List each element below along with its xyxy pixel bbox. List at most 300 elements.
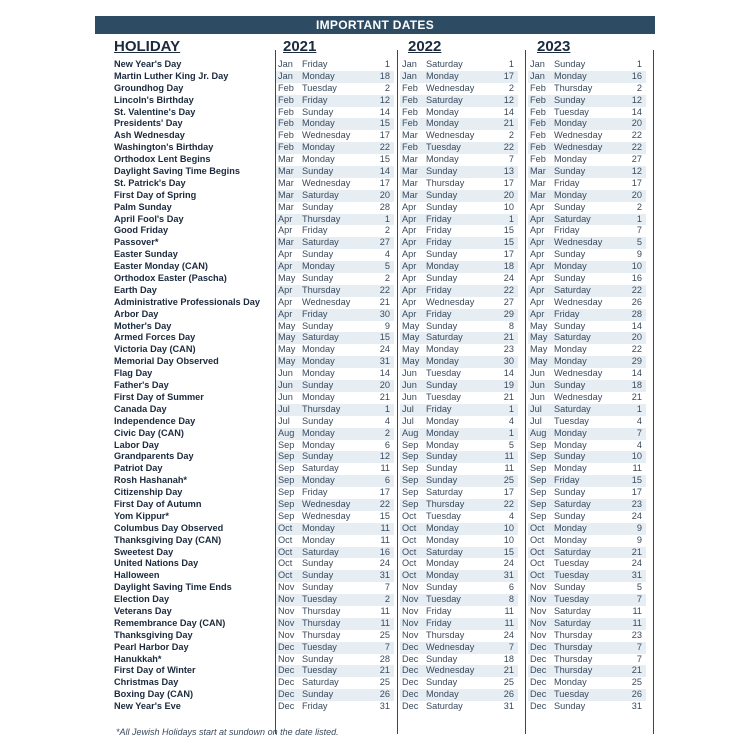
- year-2021-month: Jan: [278, 70, 293, 81]
- year-2023-month: Feb: [530, 130, 546, 141]
- year-2023-month: Sep: [530, 510, 547, 521]
- year-2022-month: Dec: [402, 689, 419, 700]
- year-2022-month: Oct: [402, 570, 417, 581]
- year-2023-weekday: Wednesday: [554, 368, 603, 379]
- year-2022-weekday: Sunday: [426, 273, 458, 284]
- holiday-name: Palm Sunday: [114, 201, 172, 212]
- year-2023-weekday: Sunday: [554, 701, 586, 712]
- year-2021-day-number: 18: [379, 70, 390, 81]
- holiday-name: Independence Day: [114, 415, 196, 426]
- year-2022-day-number: 25: [503, 677, 514, 688]
- year-2023-weekday: Tuesday: [554, 570, 589, 581]
- year-2022-month: Apr: [402, 284, 417, 295]
- year-2023-day-number: 4: [636, 415, 642, 426]
- year-2021-month: Sep: [278, 439, 295, 450]
- year-2021-month: Jun: [278, 380, 293, 391]
- year-2022-weekday: Tuesday: [426, 368, 461, 379]
- year-2021-day-number: 24: [379, 558, 390, 569]
- year-2022-day-number: 29: [503, 308, 514, 319]
- year-2021-weekday: Tuesday: [302, 665, 337, 676]
- year-2022-day-number: 18: [503, 261, 514, 272]
- year-2022-month: Apr: [402, 308, 417, 319]
- year-2023-month: Jun: [530, 368, 545, 379]
- year-2021-day-number: 15: [379, 332, 390, 343]
- footnote: *All Jewish Holidays start at sundown on the date listed.: [116, 727, 339, 737]
- header-2021: 2021: [283, 38, 317, 55]
- table-row: [95, 677, 655, 689]
- year-2023-month: Mar: [530, 189, 546, 200]
- year-2022-day-number: 31: [503, 701, 514, 712]
- year-2022-weekday: Thursday: [426, 498, 465, 509]
- year-2022-weekday: Tuesday: [426, 594, 461, 605]
- year-2023-day-number: 7: [636, 653, 642, 664]
- year-2022-month: Sep: [402, 463, 419, 474]
- year-2021-weekday: Monday: [302, 427, 335, 438]
- year-2021-weekday: Sunday: [302, 415, 334, 426]
- year-2022-weekday: Monday: [426, 70, 459, 81]
- year-2023-day-number: 9: [636, 522, 642, 533]
- year-2021-weekday: Thursday: [302, 403, 341, 414]
- year-2021-weekday: Tuesday: [302, 641, 337, 652]
- year-2021-day-number: 6: [384, 475, 390, 486]
- year-2023-day-number: 21: [631, 391, 642, 402]
- year-2023-weekday: Monday: [554, 534, 587, 545]
- holiday-name: First Day of Spring: [114, 189, 197, 200]
- year-2023-weekday: Monday: [554, 118, 587, 129]
- year-2021-month: Dec: [278, 641, 295, 652]
- year-2021-weekday: Wednesday: [302, 177, 351, 188]
- year-2022-weekday: Friday: [426, 213, 452, 224]
- year-2022-weekday: Sunday: [426, 166, 458, 177]
- table-row: [95, 107, 655, 119]
- table-row: [95, 332, 655, 344]
- year-2021-month: Feb: [278, 118, 294, 129]
- year-2023-day-number: 9: [636, 249, 642, 260]
- table-row: [95, 356, 655, 368]
- year-2022-month: Dec: [402, 641, 419, 652]
- year-2022-day-number: 11: [504, 605, 514, 616]
- year-2022-day-number: 13: [503, 166, 514, 177]
- year-2023-day-number: 28: [631, 308, 642, 319]
- year-2021-day-number: 17: [379, 487, 390, 498]
- year-2022-day-number: 14: [503, 106, 514, 117]
- year-2021-month: Dec: [278, 665, 295, 676]
- year-2022-weekday: Monday: [426, 558, 459, 569]
- year-2023-weekday: Sunday: [554, 582, 586, 593]
- year-2023-weekday: Tuesday: [554, 558, 589, 569]
- year-2022-month: Apr: [402, 201, 417, 212]
- year-2022-weekday: Friday: [426, 308, 452, 319]
- year-2023-month: Apr: [530, 201, 545, 212]
- year-2023-weekday: Sunday: [554, 320, 586, 331]
- year-2021-day-number: 26: [379, 689, 390, 700]
- year-2023-month: Nov: [530, 629, 547, 640]
- year-2023-weekday: Wednesday: [554, 391, 603, 402]
- year-2023-weekday: Saturday: [554, 284, 591, 295]
- table-row: [95, 511, 655, 523]
- year-2023-month: Jun: [530, 380, 545, 391]
- year-2023-weekday: Monday: [554, 356, 587, 367]
- year-2022-weekday: Friday: [426, 403, 452, 414]
- year-2023-day-number: 17: [631, 177, 642, 188]
- year-2021-day-number: 21: [379, 296, 390, 307]
- year-2021-month: May: [278, 356, 296, 367]
- year-2021-day-number: 24: [379, 344, 390, 355]
- year-2023-month: Nov: [530, 605, 547, 616]
- year-2021-day-number: 11: [380, 522, 390, 533]
- year-2023-month: Dec: [530, 677, 547, 688]
- year-2023-weekday: Sunday: [554, 94, 586, 105]
- year-2021-day-number: 15: [379, 154, 390, 165]
- year-2021-day-number: 21: [379, 665, 390, 676]
- year-2022-weekday: Monday: [426, 356, 459, 367]
- year-2023-weekday: Thursday: [554, 82, 593, 93]
- important-dates-sheet: [95, 16, 655, 712]
- year-2021-weekday: Monday: [302, 261, 335, 272]
- year-2021-month: Feb: [278, 94, 294, 105]
- year-2022-weekday: Saturday: [426, 546, 463, 557]
- year-2023-day-number: 2: [636, 201, 642, 212]
- year-2022-day-number: 11: [504, 451, 514, 462]
- year-2023-weekday: Friday: [554, 177, 580, 188]
- table-row: [95, 499, 655, 511]
- year-2022-day-number: 26: [503, 689, 514, 700]
- year-2021-weekday: Sunday: [302, 106, 334, 117]
- table-row: [95, 487, 655, 499]
- year-2023-month: Aug: [530, 427, 547, 438]
- table-row: [95, 166, 655, 178]
- holiday-name: New Year's Eve: [114, 701, 181, 712]
- year-2023-weekday: Sunday: [554, 273, 586, 284]
- year-2023-day-number: 5: [636, 237, 642, 248]
- year-2022-weekday: Monday: [426, 689, 459, 700]
- year-2023-day-number: 29: [631, 356, 642, 367]
- year-2022-day-number: 10: [503, 534, 514, 545]
- year-2021-day-number: 31: [379, 701, 390, 712]
- year-2022-day-number: 1: [508, 59, 514, 69]
- holiday-name: Orthodox Lent Begins: [114, 154, 211, 165]
- year-2023-day-number: 21: [631, 665, 642, 676]
- year-2022-day-number: 7: [508, 154, 514, 165]
- year-2021-month: Feb: [278, 130, 294, 141]
- year-2022-weekday: Sunday: [426, 463, 458, 474]
- year-2023-weekday: Tuesday: [554, 594, 589, 605]
- year-2023-month: Dec: [530, 653, 547, 664]
- year-2022-day-number: 30: [503, 356, 514, 367]
- holiday-name: Mother's Day: [114, 320, 172, 331]
- year-2023-weekday: Monday: [554, 439, 587, 450]
- year-2021-weekday: Sunday: [302, 273, 334, 284]
- year-2022-day-number: 21: [503, 332, 514, 343]
- year-2021-month: Feb: [278, 82, 294, 93]
- table-row: [95, 475, 655, 487]
- holiday-name: United Nations Day: [114, 558, 199, 569]
- year-2023-day-number: 25: [631, 677, 642, 688]
- year-2022-weekday: Monday: [426, 118, 459, 129]
- year-2023-day-number: 4: [636, 439, 642, 450]
- year-2021-day-number: 2: [384, 225, 390, 236]
- year-2021-month: Apr: [278, 225, 293, 236]
- holiday-name: Labor Day: [114, 439, 159, 450]
- holiday-name: April Fool's Day: [114, 213, 184, 224]
- year-2022-month: Sep: [402, 439, 419, 450]
- year-2023-month: Jun: [530, 391, 545, 402]
- table-row: [95, 558, 655, 570]
- year-2022-day-number: 5: [508, 439, 514, 450]
- year-2022-day-number: 2: [508, 82, 514, 93]
- year-2023-month: Apr: [530, 273, 545, 284]
- year-2022-weekday: Friday: [426, 237, 452, 248]
- year-2022-day-number: 22: [503, 142, 514, 153]
- year-2022-month: Sep: [402, 451, 419, 462]
- holiday-name: Boxing Day (CAN): [114, 689, 194, 700]
- year-2022-day-number: 15: [503, 546, 514, 557]
- year-2021-month: Sep: [278, 451, 295, 462]
- year-2023-month: May: [530, 332, 548, 343]
- year-2021-month: Feb: [278, 106, 294, 117]
- table-row: [95, 416, 655, 428]
- year-2022-day-number: 4: [508, 415, 514, 426]
- year-2021-month: Apr: [278, 261, 293, 272]
- year-2022-day-number: 7: [508, 641, 514, 652]
- year-2021-weekday: Sunday: [302, 201, 334, 212]
- year-2021-day-number: 22: [379, 284, 390, 295]
- holiday-name: Pearl Harbor Day: [114, 641, 189, 652]
- year-2021-day-number: 1: [384, 59, 390, 69]
- year-2022-month: Jan: [402, 59, 417, 69]
- holiday-name: Lincoln's Birthday: [114, 94, 194, 105]
- year-2022-weekday: Sunday: [426, 475, 458, 486]
- year-2023-day-number: 7: [636, 641, 642, 652]
- year-2021-day-number: 20: [379, 189, 390, 200]
- year-2021-day-number: 27: [379, 237, 390, 248]
- year-2021-day-number: 14: [379, 106, 390, 117]
- year-2023-month: Apr: [530, 225, 545, 236]
- year-2022-month: Apr: [402, 249, 417, 260]
- year-2022-month: Nov: [402, 629, 419, 640]
- year-2023-day-number: 2: [636, 82, 642, 93]
- year-2023-month: Apr: [530, 284, 545, 295]
- year-2021-day-number: 12: [379, 451, 390, 462]
- year-2021-weekday: Sunday: [302, 166, 334, 177]
- table-row: [95, 344, 655, 356]
- holiday-name: Martin Luther King Jr. Day: [114, 70, 229, 81]
- year-2023-month: May: [530, 320, 548, 331]
- holiday-name: First Day of Summer: [114, 391, 204, 402]
- year-2023-weekday: Tuesday: [554, 415, 589, 426]
- year-2023-weekday: Wednesday: [554, 130, 603, 141]
- year-2021-day-number: 9: [384, 320, 390, 331]
- year-2021-month: Apr: [278, 213, 293, 224]
- holiday-name: Canada Day: [114, 403, 167, 414]
- table-row: [95, 273, 655, 285]
- year-2022-day-number: 23: [503, 344, 514, 355]
- holiday-name: First Day of Autumn: [114, 498, 202, 509]
- holiday-name: New Year's Day: [114, 59, 182, 69]
- year-2022-weekday: Sunday: [426, 677, 458, 688]
- year-2021-month: Oct: [278, 522, 293, 533]
- year-2023-weekday: Friday: [554, 308, 580, 319]
- year-2021-weekday: Wednesday: [302, 130, 351, 141]
- year-2023-month: Jul: [530, 415, 542, 426]
- table-row: [95, 95, 655, 107]
- year-2021-weekday: Friday: [302, 94, 328, 105]
- year-2023-weekday: Tuesday: [554, 689, 589, 700]
- year-2023-month: Apr: [530, 237, 545, 248]
- year-2021-month: Nov: [278, 617, 295, 628]
- year-2023-day-number: 22: [631, 284, 642, 295]
- year-2023-day-number: 27: [631, 154, 642, 165]
- year-2022-weekday: Monday: [426, 522, 459, 533]
- year-2021-weekday: Monday: [302, 142, 335, 153]
- year-2023-weekday: Tuesday: [554, 106, 589, 117]
- year-2022-month: Jul: [402, 415, 414, 426]
- year-2023-day-number: 24: [631, 510, 642, 521]
- year-2022-weekday: Monday: [426, 106, 459, 117]
- year-2021-day-number: 2: [384, 427, 390, 438]
- year-2021-month: Apr: [278, 284, 293, 295]
- holiday-name: Arbor Day: [114, 308, 159, 319]
- holiday-name: Memorial Day Observed: [114, 356, 219, 367]
- table-row: [95, 214, 655, 226]
- year-2021-month: Oct: [278, 558, 293, 569]
- year-2021-day-number: 1: [384, 403, 390, 414]
- year-2021-weekday: Friday: [302, 225, 328, 236]
- year-2022-weekday: Wednesday: [426, 665, 475, 676]
- holiday-name: Administrative Professionals Day: [114, 296, 261, 307]
- year-2022-month: Sep: [402, 487, 419, 498]
- table-row: [95, 118, 655, 130]
- year-2022-month: Apr: [402, 273, 417, 284]
- header-holiday: HOLIDAY: [114, 38, 181, 55]
- year-2022-day-number: 25: [503, 475, 514, 486]
- year-2022-day-number: 6: [508, 582, 514, 593]
- year-2021-weekday: Sunday: [302, 570, 334, 581]
- table-row: [95, 654, 655, 666]
- year-2022-month: Oct: [402, 510, 417, 521]
- year-2022-day-number: 22: [503, 498, 514, 509]
- year-2023-weekday: Friday: [554, 225, 580, 236]
- year-2022-month: Mar: [402, 166, 418, 177]
- year-2021-weekday: Monday: [302, 70, 335, 81]
- year-2022-day-number: 21: [503, 391, 514, 402]
- year-2022-month: Feb: [402, 82, 418, 93]
- table-row: [95, 309, 655, 321]
- header-2023: 2023: [537, 38, 571, 55]
- year-2023-weekday: Sunday: [554, 59, 586, 69]
- holiday-name: Columbus Day Observed: [114, 522, 224, 533]
- year-2022-month: Apr: [402, 225, 417, 236]
- year-2023-day-number: 11: [632, 605, 642, 616]
- table-row: [95, 202, 655, 214]
- year-2021-day-number: 16: [379, 546, 390, 557]
- year-2022-weekday: Saturday: [426, 59, 463, 69]
- year-2023-month: Dec: [530, 701, 547, 712]
- holiday-name: Presidents' Day: [114, 118, 183, 129]
- year-2023-month: Apr: [530, 296, 545, 307]
- year-2023-month: Apr: [530, 213, 545, 224]
- year-2022-day-number: 4: [508, 510, 514, 521]
- year-2022-day-number: 8: [508, 320, 514, 331]
- year-2022-month: Dec: [402, 653, 419, 664]
- year-2021-weekday: Sunday: [302, 320, 334, 331]
- year-2021-day-number: 25: [379, 629, 390, 640]
- year-2022-weekday: Sunday: [426, 380, 458, 391]
- year-2021-weekday: Sunday: [302, 380, 334, 391]
- year-2021-weekday: Sunday: [302, 451, 334, 462]
- table-row: [95, 428, 655, 440]
- year-2023-weekday: Wednesday: [554, 237, 603, 248]
- year-2022-day-number: 19: [503, 380, 514, 391]
- year-2022-weekday: Saturday: [426, 701, 463, 712]
- year-2021-weekday: Sunday: [302, 558, 334, 569]
- year-2022-day-number: 17: [503, 70, 514, 81]
- year-2021-day-number: 2: [384, 82, 390, 93]
- table-row: [95, 154, 655, 166]
- year-2023-weekday: Wednesday: [554, 142, 603, 153]
- year-2022-weekday: Friday: [426, 617, 452, 628]
- year-2022-weekday: Monday: [426, 261, 459, 272]
- year-2023-day-number: 11: [632, 463, 642, 474]
- year-2021-day-number: 7: [384, 641, 390, 652]
- holiday-name: Daylight Saving Time Ends: [114, 582, 232, 593]
- year-2021-weekday: Sunday: [302, 653, 334, 664]
- year-2021-day-number: 5: [384, 261, 390, 272]
- year-2022-weekday: Sunday: [426, 582, 458, 593]
- year-2023-month: Feb: [530, 94, 546, 105]
- year-2023-weekday: Saturday: [554, 546, 591, 557]
- table-row: [95, 535, 655, 547]
- year-2021-day-number: 11: [380, 617, 390, 628]
- year-2023-day-number: 12: [631, 166, 642, 177]
- year-2023-weekday: Monday: [554, 463, 587, 474]
- table-row: [95, 523, 655, 535]
- year-2022-day-number: 11: [504, 463, 514, 474]
- year-2022-month: May: [402, 332, 420, 343]
- table-row: [95, 594, 655, 606]
- year-2023-weekday: Monday: [554, 70, 587, 81]
- table-row: [95, 130, 655, 142]
- year-2022-month: May: [402, 320, 420, 331]
- table-row: [95, 71, 655, 83]
- year-2023-day-number: 26: [631, 689, 642, 700]
- year-2021-month: Mar: [278, 189, 294, 200]
- year-2021-weekday: Tuesday: [302, 82, 337, 93]
- year-2023-day-number: 5: [636, 582, 642, 593]
- year-2021-month: Oct: [278, 570, 293, 581]
- year-2022-weekday: Monday: [426, 427, 459, 438]
- holiday-name: Yom Kippur*: [114, 510, 169, 521]
- year-2021-weekday: Monday: [302, 118, 335, 129]
- year-2021-weekday: Friday: [302, 308, 328, 319]
- year-2021-day-number: 2: [384, 594, 390, 605]
- year-2023-day-number: 22: [631, 344, 642, 355]
- table-row: [95, 440, 655, 452]
- year-2021-weekday: Monday: [302, 344, 335, 355]
- year-2022-weekday: Monday: [426, 344, 459, 355]
- year-2021-day-number: 22: [379, 142, 390, 153]
- page-title: IMPORTANT DATES: [95, 16, 655, 34]
- holiday-name: Earth Day: [114, 284, 157, 295]
- year-2021-weekday: Thursday: [302, 213, 341, 224]
- year-2021-day-number: 15: [379, 118, 390, 129]
- year-2023-weekday: Saturday: [554, 403, 591, 414]
- year-2022-weekday: Sunday: [426, 451, 458, 462]
- table-row: [95, 689, 655, 701]
- year-2023-weekday: Saturday: [554, 213, 591, 224]
- table-row: [95, 582, 655, 594]
- year-2022-month: Mar: [402, 177, 418, 188]
